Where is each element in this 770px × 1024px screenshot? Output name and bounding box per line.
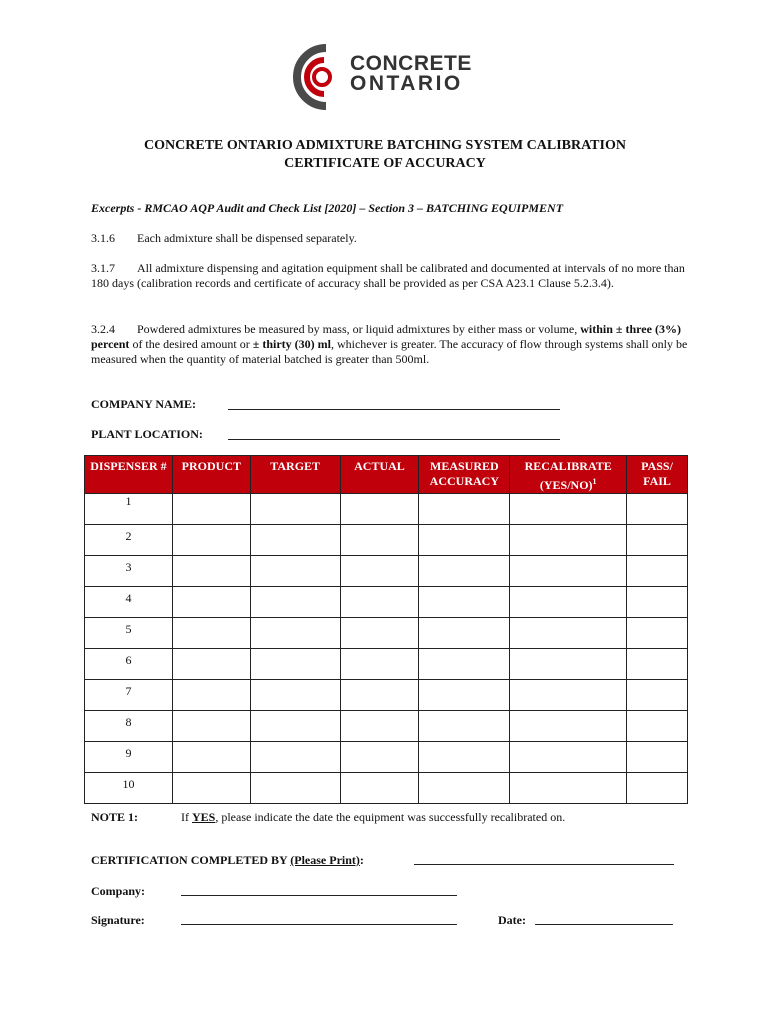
- table-cell[interactable]: [340, 556, 419, 587]
- header-target: TARGET: [250, 456, 340, 494]
- header-product: PRODUCT: [172, 456, 250, 494]
- table-cell[interactable]: [419, 618, 510, 649]
- certification-label: CERTIFICATION COMPLETED BY (Please Print):: [91, 853, 364, 867]
- plant-location-field[interactable]: [228, 439, 560, 440]
- clause-3-1-7: [91, 261, 691, 291]
- table-cell[interactable]: [510, 773, 627, 804]
- signature-label: Signature:: [91, 913, 145, 927]
- table-row: [85, 773, 688, 804]
- table-cell[interactable]: [627, 773, 688, 804]
- signature-field[interactable]: [181, 924, 457, 925]
- table-row: [85, 587, 688, 618]
- table-header-row: [85, 456, 688, 494]
- table-cell[interactable]: [419, 649, 510, 680]
- document-title-line2: CERTIFICATE OF ACCURACY: [284, 156, 486, 171]
- table-cell[interactable]: [627, 494, 688, 525]
- plant-location-label: PLANT LOCATION:: [91, 427, 203, 441]
- table-cell[interactable]: [419, 525, 510, 556]
- table-cell[interactable]: [627, 587, 688, 618]
- table-row: [85, 742, 688, 773]
- table-cell[interactable]: [510, 556, 627, 587]
- table-cell[interactable]: [627, 680, 688, 711]
- table-cell[interactable]: [340, 649, 419, 680]
- clause-3-1-6: [91, 231, 691, 246]
- table-cell[interactable]: [340, 618, 419, 649]
- excerpt-heading: Excerpts - RMCAO AQP Audit and Check List [2020] – Section 3 – BATCHING EQUIPMENT: [91, 201, 564, 215]
- clause-bold-ml: ± thirty (30) ml: [252, 337, 331, 351]
- table-row: [85, 649, 688, 680]
- logo-text-concrete: CONCRETE: [350, 52, 472, 75]
- table-cell[interactable]: [510, 680, 627, 711]
- concrete-ontario-logo: [292, 44, 482, 110]
- table-cell[interactable]: [340, 525, 419, 556]
- table-cell[interactable]: [250, 711, 340, 742]
- table-cell[interactable]: [627, 742, 688, 773]
- note-text: If YES, please indicate the date the equipment was successfully recalibrated on.: [181, 810, 566, 824]
- dispenser-number: 2: [85, 525, 173, 556]
- header-measured-accuracy: MEASURED ACCURACY: [419, 456, 510, 494]
- logo-text-ontario: ONTARIO: [350, 72, 463, 95]
- table-cell[interactable]: [510, 742, 627, 773]
- table-row: [85, 556, 688, 587]
- clause-bold-tolerance: within ± three (3%) percent: [91, 322, 681, 351]
- table-cell[interactable]: [250, 556, 340, 587]
- table-cell[interactable]: [172, 680, 250, 711]
- table-cell[interactable]: [250, 680, 340, 711]
- note-label: NOTE 1:: [91, 810, 139, 824]
- dispenser-number: 3: [85, 556, 173, 587]
- table-cell[interactable]: [340, 773, 419, 804]
- table-cell[interactable]: [340, 711, 419, 742]
- table-cell[interactable]: [340, 587, 419, 618]
- table-cell[interactable]: [172, 556, 250, 587]
- table-cell[interactable]: [172, 525, 250, 556]
- date-field[interactable]: [535, 924, 673, 925]
- table-cell[interactable]: [510, 494, 627, 525]
- table-cell[interactable]: [419, 742, 510, 773]
- header-pass-fail: PASS/ FAIL: [627, 456, 688, 494]
- table-cell[interactable]: [510, 711, 627, 742]
- table-cell[interactable]: [627, 711, 688, 742]
- dispenser-number: 7: [85, 680, 173, 711]
- dispenser-number: 10: [85, 773, 173, 804]
- table-cell[interactable]: [419, 587, 510, 618]
- table-cell[interactable]: [172, 773, 250, 804]
- clause-number: 3.1.7: [91, 261, 115, 275]
- header-actual: ACTUAL: [340, 456, 419, 494]
- table-cell[interactable]: [250, 587, 340, 618]
- header-dispenser: DISPENSER #: [85, 456, 173, 494]
- dispenser-number: 5: [85, 618, 173, 649]
- table-row: [85, 618, 688, 649]
- table-cell[interactable]: [627, 618, 688, 649]
- table-cell[interactable]: [419, 680, 510, 711]
- table-cell[interactable]: [419, 773, 510, 804]
- clause-text: Powdered admixtures be measured by mass, or liquid admixtures by either mass or volume,: [137, 322, 581, 336]
- table-cell[interactable]: [510, 525, 627, 556]
- table-cell[interactable]: [250, 525, 340, 556]
- logo-mark-icon: [292, 44, 350, 110]
- table-cell[interactable]: [172, 494, 250, 525]
- table-cell[interactable]: [250, 618, 340, 649]
- table-cell[interactable]: [172, 742, 250, 773]
- certification-name-field[interactable]: [414, 864, 674, 865]
- table-cell[interactable]: [340, 742, 419, 773]
- table-cell[interactable]: [250, 649, 340, 680]
- table-cell[interactable]: [419, 556, 510, 587]
- company-name-field[interactable]: [228, 409, 560, 410]
- date-label: Date:: [498, 913, 526, 927]
- clause-text: , whichever is greater. The accuracy of flow through systems shall only be measured when the quantity of material batched is greater than 500ml.: [91, 337, 688, 366]
- calibration-table: [84, 455, 688, 804]
- dispenser-number: 1: [85, 494, 173, 525]
- company-name-label: COMPANY NAME:: [91, 397, 196, 411]
- table-cell[interactable]: [172, 618, 250, 649]
- header-recalibrate: RECALIBRATE $(YES/NO)^1$: [510, 456, 627, 494]
- table-row: [85, 525, 688, 556]
- table-cell[interactable]: [627, 649, 688, 680]
- table-cell[interactable]: [250, 773, 340, 804]
- table-cell[interactable]: [627, 556, 688, 587]
- table-cell[interactable]: [510, 618, 627, 649]
- document-title-line1: CONCRETE ONTARIO ADMIXTURE BATCHING SYSTEM CALIBRATION: [144, 138, 626, 153]
- dispenser-number: 9: [85, 742, 173, 773]
- company-label: Company:: [91, 884, 146, 898]
- company-field[interactable]: [181, 895, 457, 896]
- table-cell[interactable]: [250, 494, 340, 525]
- table-cell[interactable]: [340, 680, 419, 711]
- table-cell[interactable]: [419, 494, 510, 525]
- dispenser-number: 4: [85, 587, 173, 618]
- clause-3-2-4: [91, 322, 691, 367]
- table-row: [85, 680, 688, 711]
- table-cell[interactable]: [250, 742, 340, 773]
- table-row: [85, 711, 688, 742]
- clause-text: of the desired amount or: [129, 337, 253, 351]
- table-cell[interactable]: [419, 711, 510, 742]
- table-cell[interactable]: [627, 525, 688, 556]
- dispenser-number: 6: [85, 649, 173, 680]
- dispenser-number: 8: [85, 711, 173, 742]
- clause-number: 3.1.6: [91, 231, 115, 245]
- table-cell[interactable]: [510, 587, 627, 618]
- table-cell[interactable]: [510, 649, 627, 680]
- table-cell[interactable]: [172, 587, 250, 618]
- clause-text: All admixture dispensing and agitation equipment shall be calibrated and documented at intervals of no more than 180 days (calibration records and certificate of accuracy shall be provided as per CSA A23.1 Clause 5.2.3.4).: [91, 261, 685, 290]
- table-row: [85, 494, 688, 525]
- table-cell[interactable]: [340, 494, 419, 525]
- clause-text: Each admixture shall be dispensed separately.: [137, 231, 357, 245]
- table-cell[interactable]: [172, 711, 250, 742]
- clause-number: 3.2.4: [91, 322, 115, 336]
- table-cell[interactable]: [172, 649, 250, 680]
